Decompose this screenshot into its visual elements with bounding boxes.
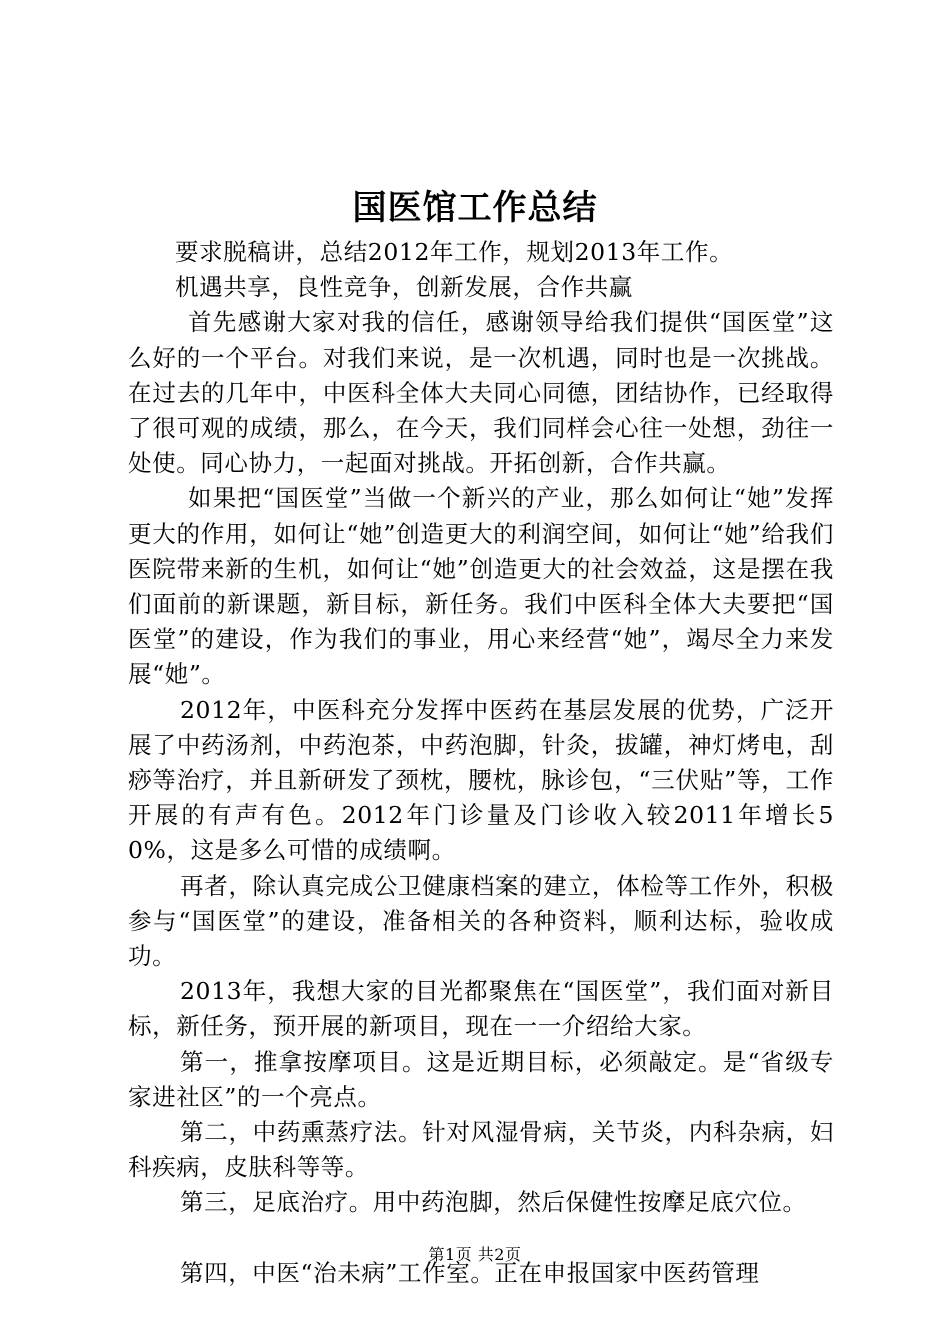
paragraph-2012-work: 2012年，中医科充分发挥中医药在基层发展的优势，广泛开展了中药汤剂，中药泡茶，中药泡脚，针灸，拔罐，神灯烤电，刮痧等治疗，并且新研发了颈枕，腰枕，脉诊包，“三伏贴”等，工作开展的有声有色。2012年门诊量及门诊收入较2011年增长50%，这是多么可惜的成绩啊。: [128, 695, 834, 865]
paragraph-industry: 如果把“国医堂”当做一个新兴的产业，那么如何让“她”发挥更大的作用，如何让“她”创造更大的利润空间，如何让“她”给我们医院带来新的生机，如何让“她”创造更大的社会效益，这是摆在我们面前的新课题，新目标，新任务。我们中医科全体大夫要把“国医堂”的建设，作为我们的事业，用心来经营“她”，竭尽全力来发展“她”。: [128, 484, 834, 689]
paragraph-item-2: 第二，中药熏蒸疗法。针对风湿骨病，关节炎，内科杂病，妇科疾病，皮肤科等等。: [128, 1118, 834, 1182]
document-title: 国医馆工作总结: [352, 188, 598, 228]
paragraph-item-1: 第一，推拿按摩项目。这是近期目标，必须敲定。是“省级专家进社区”的一个亮点。: [128, 1047, 834, 1111]
paragraph-item-4: 第四，中医“治未病”工作室。正在申报国家中医药管理: [180, 1258, 760, 1287]
page-footer: 第1页 共2页: [428, 1245, 522, 1264]
document-body: [128, 235, 834, 1291]
paragraph-slogan: 机遇共享，良性竞争，创新发展，合作共赢: [175, 273, 633, 302]
paragraph-item-3: 第三，足底治疗。用中药泡脚，然后保健性按摩足底穴位。: [180, 1188, 807, 1217]
paragraph-public-health: 再者，除认真完成公卫健康档案的建立，体检等工作外，积极参与“国医堂”的建设，准备相关的各种资料，顺利达标，验收成功。: [128, 871, 834, 971]
paragraph-2013-plan: 2013年，我想大家的目光都聚焦在“国医堂”，我们面对新目标，新任务，预开展的新项目，现在一一介绍给大家。: [128, 977, 834, 1041]
paragraph-thanks: 首先感谢大家对我的信任，感谢领导给我们提供“国医堂”这么好的一个平台。对我们来说，是一次机遇，同时也是一次挑战。在过去的几年中，中医科全体大夫同心同德，团结协作，已经取得了很可观的成绩，那么，在今天，我们同样会心往一处想，劲往一处使。同心协力，一起面对挑战。开拓创新，合作共赢。: [128, 308, 834, 478]
paragraph-intro-requirement: 要求脱稿讲，总结2012年工作，规划2013年工作。: [175, 238, 734, 266]
